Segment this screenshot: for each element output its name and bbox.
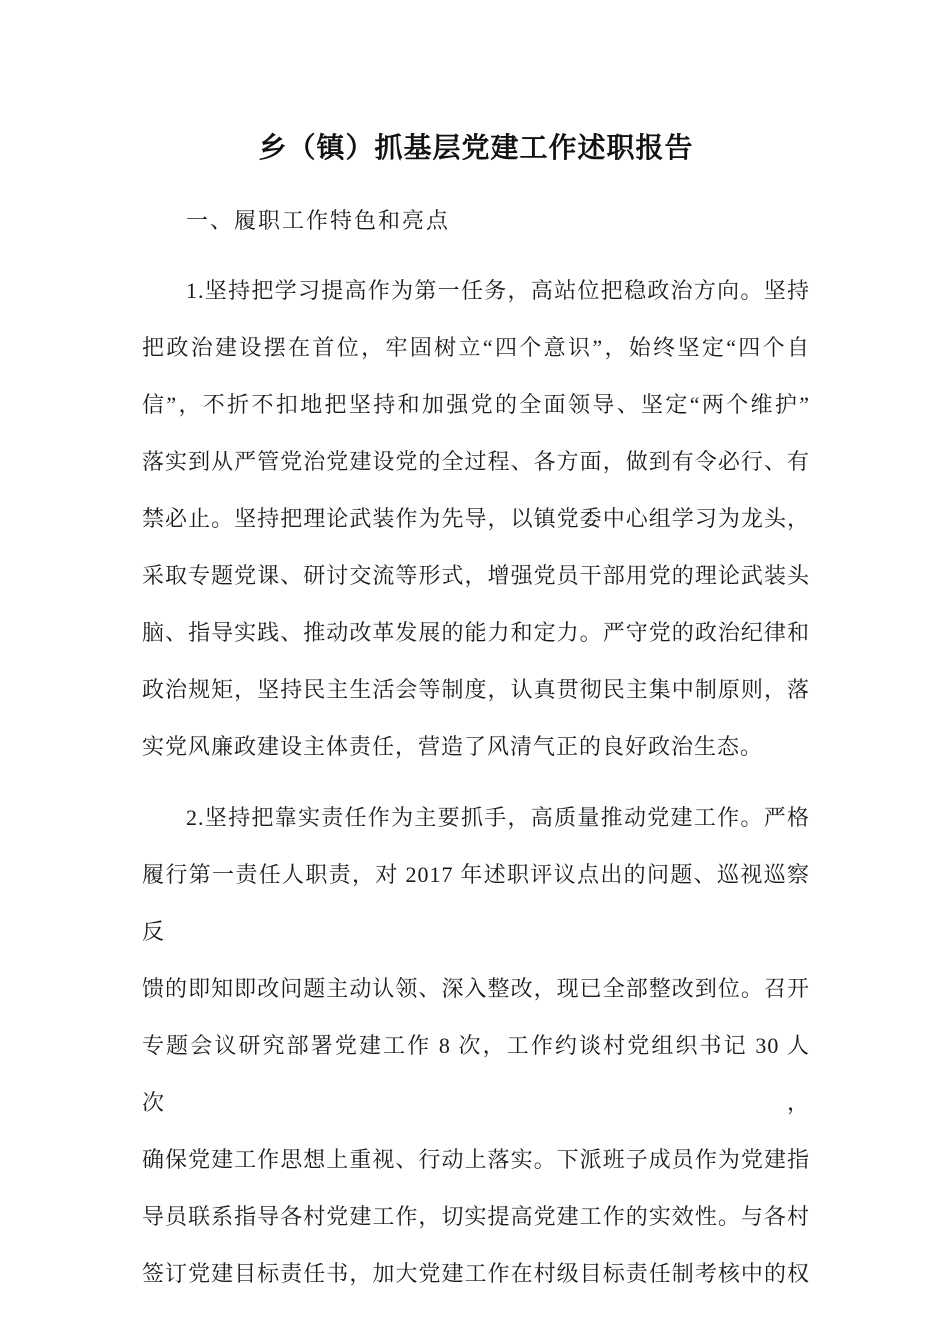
text-line: 脑、指导实践、推动改革发展的能力和定力。严守党的政治纪律和 [142, 620, 810, 645]
text-line: 落实到从严管党治党建设党的全过程、各方面，做到有令必行、有 [142, 449, 810, 474]
text-line: 导员联系指导各村党建工作，切实提高党建工作的实效性。与各村 [142, 1204, 810, 1229]
text-line: 采取专题党课、研讨交流等形式，增强党员干部用党的理论武装头 [142, 563, 810, 588]
text-line: 确保党建工作思想上重视、行动上落实。下派班子成员作为党建指 [142, 1147, 810, 1172]
text-line: 馈的即知即改问题主动认领、深入整改，现已全部整改到位。召开 [142, 976, 810, 1001]
text-line: 政治规矩，坚持民主生活会等制度，认真贯彻民主集中制原则，落 [142, 677, 810, 702]
text-line: 2.坚持把靠实责任作为主要抓手，高质量推动党建工作。严格 [186, 805, 810, 830]
text-line: 专题会议研究部署党建工作 8 次，工作约谈村党组织书记 30 人次， [142, 1033, 810, 1115]
text-line: 把政治建设摆在首位，牢固树立“四个意识”，始终坚定“四个自 [142, 335, 810, 360]
text-line: 履行第一责任人职责，对 2017 年述职评议点出的问题、巡视巡察反 [142, 862, 810, 944]
text-line: 信”，不折不扣地把坚持和加强党的全面领导、坚定“两个维护” [142, 392, 810, 417]
text-line: 签订党建目标责任书，加大党建工作在村级目标责任制考核中的权 [142, 1261, 810, 1286]
document-body [142, 262, 810, 1302]
text-line: 禁必止。坚持把理论武装作为先导，以镇党委中心组学习为龙头， [142, 506, 810, 531]
text-line: 1.坚持把学习提高作为第一任务，高站位把稳政治方向。坚持 [186, 278, 810, 303]
text-line: 实党风廉政建设主体责任，营造了风清气正的良好政治生态。 [142, 734, 764, 759]
section-heading: 一、履职工作特色和亮点 [186, 208, 451, 233]
document-title: 乡（镇）抓基层党建工作述职报告 [258, 133, 694, 164]
paragraph [142, 789, 810, 1302]
paragraph [142, 262, 810, 775]
